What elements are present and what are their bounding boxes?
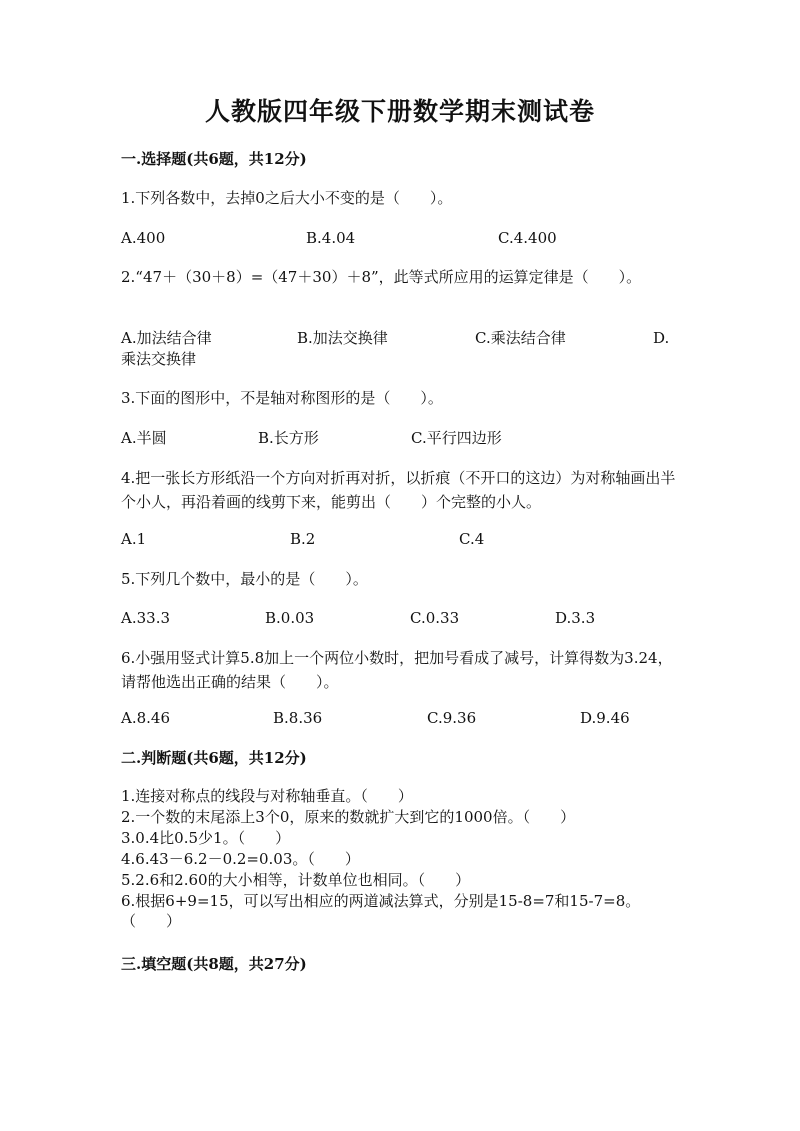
question-1: 1.下列各数中，去掉0之后大小不变的是（ ）。: [121, 189, 453, 207]
option-a: A.加法结合律: [121, 329, 212, 347]
option-c: C.9.36: [427, 709, 477, 727]
judgment-item-2: 2.一个数的末尾添上3个0，原来的数就扩大到它的1000倍。（ ）: [121, 808, 576, 826]
option-c: C.4.400: [498, 229, 557, 247]
option-d: D.: [653, 329, 670, 347]
option-a: A.8.46: [121, 709, 170, 727]
exam-title: 人教版四年级下册数学期末测试卷: [204, 97, 595, 126]
option-a: A.33.3: [121, 609, 170, 627]
option-d: D.3.3: [555, 609, 596, 627]
question-2: 2.“47＋（30＋8）=（47＋30）＋8”，此等式所应用的运算定律是（ ）。: [121, 268, 642, 286]
option-c: C.平行四边形: [411, 429, 502, 447]
section-heading-choice: 一.选择题(共6题，共12分): [121, 150, 307, 168]
question-6: 6.小强用竖式计算5.8加上一个两位小数时，把加号看成了减号，计算得数为3.24，请帮他选出正确的结果（ ）。: [121, 649, 673, 691]
option-a: A.1: [121, 530, 147, 548]
judgment-item-3: 3.0.4比0.5少1。（ ）: [121, 829, 291, 847]
option-d-text: 乘法交换律: [121, 350, 197, 368]
section-heading-fill-blank: 三.填空题(共8题，共27分): [121, 955, 307, 973]
option-a: A.半圆: [121, 429, 167, 447]
section-heading-judgment: 二.判断题(共6题，共12分): [121, 749, 307, 767]
option-d: D.9.46: [580, 709, 630, 727]
option-c: C.4: [459, 530, 485, 548]
question-5: 5.下列几个数中，最小的是（ ）。: [121, 570, 368, 588]
option-c: C.乘法结合律: [475, 329, 566, 347]
option-b: B.加法交换律: [297, 329, 388, 347]
option-a: A.400: [121, 229, 166, 247]
option-b: B.长方形: [258, 429, 319, 447]
judgment-item-1: 1.连接对称点的线段与对称轴垂直。（ ）: [121, 787, 413, 805]
judgment-item-6: 6.根据6+9=15，可以写出相应的两道减法算式，分别是15-8=7和15-7=8。（ ）: [121, 892, 641, 930]
judgment-item-4: 4.6.43－6.2－0.2=0.03。（ ）: [121, 850, 360, 868]
option-b: B.2: [290, 530, 316, 548]
option-c: C.0.33: [410, 609, 460, 627]
option-b: B.4.04: [306, 229, 356, 247]
option-b: B.0.03: [265, 609, 315, 627]
question-4: 4.把一张长方形纸沿一个方向对折再对折，以折痕（不开口的这边）为对称轴画出半个小人，再沿着画的线剪下来，能剪出（ ）个完整的小人。: [121, 469, 676, 511]
judgment-item-5: 5.2.6和2.60的大小相等，计数单位也相同。（ ）: [121, 871, 471, 889]
option-b: B.8.36: [273, 709, 323, 727]
question-3: 3.下面的图形中，不是轴对称图形的是（ ）。: [121, 389, 443, 407]
